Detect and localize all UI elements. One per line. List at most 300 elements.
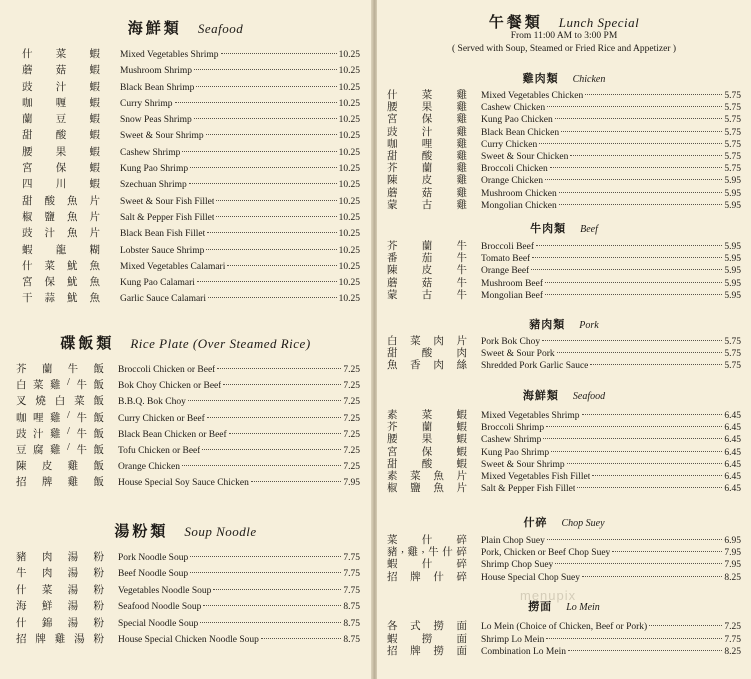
menu-item-name-zh: 豉 汁 雞 (387, 126, 467, 138)
menu-item-name-en: Curry Chicken or Beef (118, 413, 205, 424)
menu-item-name-en: Orange Chicken (481, 176, 543, 187)
menu-item-name-en: Mushroom Chicken (481, 188, 557, 199)
menu-item-name-zh: 蝦 什 碎 (387, 559, 467, 571)
menu-item-name-zh: 甜 酸 蝦 (22, 130, 100, 142)
menu-item-name-zh: 腰 果 蝦 (22, 146, 100, 158)
dot-leader (206, 249, 336, 250)
menu-item (387, 643, 741, 656)
menu-item-name-zh: 豬 肉 湯 粉 (16, 552, 104, 563)
menu-item-name-zh: 陳 皮 雞 (387, 175, 467, 187)
menu-item-name-zh: 芥 蘭 雞 (387, 163, 467, 175)
menu-item-name-en: Broccoli Chicken or Beef (118, 365, 216, 375)
menu-item-name-zh: 陳 皮 牛 (387, 265, 467, 277)
dot-leader (590, 364, 722, 365)
menu-item-price: 10.25 (338, 278, 360, 289)
menu-item-price: 5.75 (724, 349, 741, 360)
menu-item-name-zh: 番 茄 牛 (387, 253, 467, 265)
dot-leader (227, 265, 336, 266)
soup-noodle-header (0, 520, 371, 541)
pork-list (387, 333, 741, 370)
left-menu-page (0, 0, 372, 679)
menu-item-name-zh: 豉 汁 蝦 (22, 81, 100, 93)
dot-leader (202, 449, 341, 450)
menu-item-name-en: Black Bean Chicken (481, 127, 560, 138)
beef-header (377, 220, 751, 236)
menu-item (387, 197, 741, 209)
menu-item (387, 172, 741, 187)
dot-leader (229, 433, 342, 434)
pork-header (377, 316, 751, 332)
menu-item (387, 148, 741, 160)
menu-item-name-zh: 什 菜 雞 (387, 90, 467, 101)
menu-item (387, 160, 741, 175)
menu-item-price: 10.25 (338, 245, 360, 256)
menu-item-name-en: Black Bean Fish Fillet (120, 229, 206, 240)
menu-item-name-en: Black Bean Shrimp (120, 82, 195, 93)
menu-item (387, 185, 741, 197)
menu-item (387, 544, 741, 559)
menu-item (387, 456, 741, 468)
menu-item-name-zh: 咖 喱 蝦 (22, 97, 100, 109)
dot-leader (545, 179, 722, 180)
menu-item-price: 5.75 (724, 91, 741, 101)
menu-item (16, 582, 360, 598)
menu-item-price: 10.25 (338, 212, 360, 223)
lunch-special-title-zh: 午餐類 (488, 15, 543, 31)
menu-item-name-en: Mixed Vegetables Shrimp (481, 411, 580, 421)
seafood-lunch-header (377, 387, 751, 403)
menu-item-price: 7.95 (724, 548, 741, 559)
menu-item-price: 7.25 (724, 622, 741, 632)
menu-item-name-zh: 椒 鹽 魚 片 (22, 211, 100, 223)
dot-leader (207, 232, 336, 233)
menu-item-name-en: Tofu Chicken or Beef (118, 445, 201, 456)
menu-item-name-en: Mixed Vegetables Fish Fillet (481, 471, 591, 482)
menu-item-price: 8.25 (724, 647, 741, 658)
menu-item (22, 62, 360, 78)
menu-item-price: 6.95 (724, 536, 741, 546)
dot-leader (194, 69, 337, 70)
menu-item-name-en: Salt & Pepper Fish Fillet (481, 484, 576, 495)
menu-item-price: 6.45 (724, 471, 741, 482)
soup-noodle-title-zh: 湯粉類 (114, 524, 169, 540)
menu-item-price: 5.75 (724, 139, 741, 150)
rice-plate-title-en: Rice Plate (Over Steamed Rice) (130, 336, 311, 351)
menu-item-price: 5.75 (724, 361, 741, 372)
menu-item-price: 8.25 (724, 572, 741, 583)
menu-item-name-zh: 咖 哩 雞 (387, 138, 467, 150)
menu-item-name-zh: 什 菜 湯 粉 (16, 584, 104, 596)
dot-leader (582, 576, 722, 577)
menu-item-name-en: Orange Beef (481, 266, 530, 277)
menu-item-price: 6.45 (724, 423, 741, 434)
menu-item-price: 5.95 (724, 176, 741, 187)
menu-item-name-en: Sweet & Sour Pork (481, 349, 555, 360)
menu-item-name-en: Cashew Shrimp (120, 147, 181, 158)
menu-item-price: 5.95 (724, 266, 741, 277)
menu-item-price: 7.25 (343, 365, 360, 375)
chicken-header (377, 70, 751, 86)
menu-item (387, 431, 741, 446)
menu-item-name-zh: 椒 鹽 魚 片 (387, 483, 467, 495)
menu-item (16, 393, 360, 409)
dot-leader (197, 281, 337, 282)
menu-item-name-zh: 甜 酸 魚 片 (22, 195, 100, 207)
menu-item-price: 5.75 (724, 103, 741, 114)
dot-leader (216, 200, 336, 201)
menu-item-price: 10.25 (338, 294, 360, 305)
rice-plate-title-zh: 碟飯類 (60, 336, 115, 352)
menu-item (16, 598, 360, 614)
menu-item (16, 549, 360, 565)
menu-item-name-zh: 豬 , 雞 , 牛 什 碎 (387, 544, 467, 559)
watermark: menupix (520, 588, 577, 603)
menu-item (16, 442, 360, 458)
menu-item-price: 7.75 (343, 585, 360, 596)
menu-item (387, 333, 741, 345)
menu-item-price: 5.95 (724, 254, 741, 265)
menu-item (387, 532, 741, 544)
menu-item-name-en: Sweet & Sour Shrimp (120, 131, 204, 142)
menu-item-price: 7.25 (343, 381, 360, 392)
menu-item-name-en: Kung Pao Shrimp (481, 447, 550, 458)
lunch-note: ( Served with Soup, Steamed or Fried Rice and Appetizer ) (452, 44, 676, 54)
menu-item-name-zh: 招 牌 撈 面 (387, 646, 467, 658)
menu-item (387, 480, 741, 495)
menu-item (16, 377, 360, 393)
menu-item (387, 569, 741, 581)
menu-item-name-en: Bok Choy Chicken or Beef (118, 381, 222, 392)
menu-item-name-zh: 什 錦 湯 粉 (16, 617, 104, 629)
menu-item-name-en: House Special Chop Suey (481, 572, 580, 583)
chicken-list (387, 87, 741, 209)
dot-leader (208, 297, 337, 298)
menu-item-price: 7.25 (343, 445, 360, 456)
menu-item-name-zh: 蘭 豆 蝦 (22, 114, 100, 126)
menu-item (387, 444, 741, 456)
menu-item-name-en: Garlic Sauce Calamari (120, 294, 206, 305)
dot-leader (194, 118, 337, 119)
menu-item-name-zh: 豆 腐 雞 / 牛 飯 (16, 441, 104, 456)
menu-item-name-en: Mixed Vegetables Shrimp (120, 50, 219, 60)
menu-item-price: 6.45 (724, 411, 741, 421)
chicken-title-zh: 雞肉類 (522, 73, 559, 85)
menu-item-name-zh: 蘑 菇 牛 (387, 277, 467, 289)
menu-item-name-en: Shredded Pork Garlic Sauce (481, 361, 589, 372)
menu-item (16, 426, 360, 442)
seafood-header (0, 17, 371, 38)
menu-item (387, 136, 741, 148)
dot-leader (217, 368, 341, 369)
menu-item-name-zh: 素 菜 魚 片 (387, 470, 467, 482)
menu-item-name-en: Broccoli Beef (481, 242, 535, 252)
menu-item-name-zh: 四 川 蝦 (22, 179, 100, 191)
menu-item-price: 5.75 (724, 115, 741, 126)
menu-item-name-zh: 干 蒜 魷 魚 (22, 293, 100, 305)
chop-suey-list (387, 532, 741, 581)
seafood-title-zh: 海鮮類 (127, 21, 182, 37)
menu-item (16, 410, 360, 426)
beef-title-en: Beef (580, 224, 598, 235)
dot-leader (546, 426, 722, 427)
menu-item-name-en: B.B.Q. Bok Choy (118, 397, 186, 408)
menu-item (22, 95, 360, 111)
lunch-special-header (377, 11, 751, 32)
dot-leader (221, 53, 337, 54)
menu-item (387, 556, 741, 571)
dot-leader (223, 384, 341, 385)
menu-item-price: 5.95 (724, 242, 741, 252)
menu-item-name-zh: 宮 保 蝦 (387, 446, 467, 458)
menu-item-name-en: Mushroom Beef (481, 278, 544, 289)
menu-item (387, 345, 741, 360)
menu-item-price: 10.25 (338, 180, 360, 191)
menu-item-name-en: Tomato Beef (481, 254, 531, 265)
dot-leader (559, 204, 723, 205)
menu-item-name-zh: 宮 保 蝦 (22, 163, 100, 175)
seafood-lunch-list (387, 407, 741, 495)
menu-item-price: 10.25 (338, 82, 360, 93)
menu-item-name-zh: 招 牌 雞 飯 (16, 477, 104, 489)
menu-item-price: 10.25 (338, 261, 360, 272)
lo-mein-list (387, 618, 741, 656)
menu-item-price: 10.25 (338, 196, 360, 207)
seafood-title-en: Seafood (197, 21, 244, 36)
menu-item-name-en: Plain Chop Suey (481, 536, 545, 546)
menu-item (22, 242, 360, 258)
menu-item-name-zh: 素 菜 蝦 (387, 410, 467, 421)
menu-item (22, 290, 360, 306)
menu-item-name-en: Sweet & Sour Chicken (481, 151, 569, 162)
menu-item-price: 6.45 (724, 484, 741, 495)
menu-item (22, 225, 360, 241)
menu-item-price: 7.25 (343, 429, 360, 440)
lo-mein-title-en: Lo Mein (566, 602, 600, 613)
menu-item-price: 5.95 (724, 200, 741, 211)
dot-leader (542, 340, 722, 341)
menu-item (387, 238, 741, 250)
menu-item-name-zh: 甜 酸 肉 (387, 348, 467, 360)
menu-item-name-en: Cashew Chicken (481, 103, 546, 114)
menu-item-price: 5.75 (724, 337, 741, 347)
menu-item-price: 5.75 (724, 151, 741, 162)
menu-item-name-en: Mushroom Shrimp (120, 66, 193, 77)
dot-leader (592, 475, 722, 476)
menu-item-price: 7.25 (343, 462, 360, 473)
menu-item-name-zh: 各 式 撈 面 (387, 621, 467, 632)
menu-item-name-en: Pork Noodle Soup (118, 553, 189, 563)
menu-item-name-zh: 芥 蘭 牛 飯 (16, 364, 104, 375)
menu-item-price: 5.75 (724, 164, 741, 175)
menu-item (22, 209, 360, 225)
menu-item-price: 5.75 (724, 127, 741, 138)
menu-item (387, 468, 741, 480)
dot-leader (559, 192, 723, 193)
menu-item-price: 5.95 (724, 278, 741, 289)
menu-item (387, 262, 741, 277)
menu-item (387, 287, 741, 299)
menu-item-name-en: Combination Lo Mein (481, 647, 566, 658)
menu-item (387, 87, 741, 99)
menu-item-name-en: Mongolian Chicken (481, 200, 557, 211)
menu-item-price: 10.25 (338, 115, 360, 126)
menu-item-price: 6.45 (724, 459, 741, 470)
pork-title-zh: 豬肉類 (529, 319, 566, 331)
menu-item (16, 631, 360, 647)
dot-leader (545, 294, 722, 295)
menu-item (16, 361, 360, 377)
dot-leader (550, 167, 723, 168)
soup-noodle-list (16, 549, 360, 647)
menu-item-price: 7.95 (343, 478, 360, 489)
menu-item-name-zh: 芥 蘭 蝦 (387, 422, 467, 434)
menu-item-name-zh: 叉 燒 白 菜 飯 (16, 396, 104, 408)
dot-leader (545, 282, 722, 283)
lo-mein-title-zh: 撈面 (528, 601, 553, 613)
dot-leader (175, 102, 337, 103)
menu-item-name-en: Orange Chicken (118, 462, 180, 473)
menu-item-name-en: Cashew Shrimp (481, 435, 542, 446)
menu-item (22, 144, 360, 160)
dot-leader (543, 438, 722, 439)
menu-item (22, 258, 360, 274)
menu-item-name-zh: 海 鮮 湯 粉 (16, 601, 104, 613)
dot-leader (196, 86, 336, 87)
menu-item (387, 631, 741, 644)
menu-item-name-zh: 蝦 龍 糊 (22, 244, 100, 256)
menu-item-name-en: Pork, Chicken or Beef Chop Suey (481, 548, 611, 559)
beef-list (387, 238, 741, 299)
dot-leader (189, 183, 337, 184)
menu-item-name-zh: 蒙 古 雞 (387, 199, 467, 211)
menu-item-name-zh: 白 菜 雞 / 牛 飯 (16, 377, 104, 392)
menu-item-name-en: Curry Chicken (481, 139, 538, 150)
menu-item-name-zh: 豉 汁 魚 片 (22, 228, 100, 240)
dot-leader (261, 638, 341, 639)
menu-item-name-zh: 蘑 菇 雞 (387, 187, 467, 199)
menu-item-name-en: Curry Shrimp (120, 98, 173, 109)
menu-item-name-zh: 白 菜 肉 片 (387, 336, 467, 347)
rice-plate-header (0, 332, 371, 353)
dot-leader (536, 245, 722, 246)
menu-item-price: 5.95 (724, 188, 741, 199)
menu-item-price: 10.25 (338, 50, 360, 60)
dot-leader (547, 539, 723, 540)
chicken-title-en: Chicken (572, 74, 606, 85)
dot-leader (190, 556, 341, 557)
menu-item (16, 565, 360, 581)
menu-item-price: 10.25 (338, 131, 360, 142)
menu-item-name-en: Broccoli Shrimp (481, 423, 545, 434)
dot-leader (190, 572, 341, 573)
menu-item (387, 124, 741, 136)
menu-item-price: 10.25 (338, 229, 360, 240)
menu-item-name-en: Szechuan Shrimp (120, 180, 187, 191)
seafood-lunch-title-zh: 海鮮類 (522, 390, 559, 402)
dot-leader (568, 650, 722, 651)
menu-item-name-zh: 腰 果 雞 (387, 102, 467, 114)
soup-noodle-title-en: Soup Noodle (184, 524, 257, 539)
dot-leader (577, 487, 722, 488)
menu-item-name-zh: 招 牌 雞 湯 粉 (16, 633, 104, 645)
menu-item-name-zh: 牛 肉 湯 粉 (16, 568, 104, 580)
menu-item-price: 8.75 (343, 618, 360, 629)
menu-item-name-en: Vegetables Noodle Soup (118, 585, 212, 596)
dot-leader (547, 106, 722, 107)
menu-item-name-zh: 甜 酸 雞 (387, 150, 467, 162)
dot-leader (567, 463, 723, 464)
chop-suey-title-en: Chop Suey (561, 518, 605, 529)
dot-leader (216, 216, 336, 217)
menu-item-name-en: Lobster Sauce Shrimp (120, 245, 205, 256)
dot-leader (532, 257, 722, 258)
lunch-special-title-en: Lunch Special (558, 15, 640, 30)
menu-item-name-zh: 豉 汁 雞 / 牛 飯 (16, 425, 104, 440)
menu-item (387, 99, 741, 114)
menu-item (22, 160, 360, 176)
menu-item-name-en: Beef Noodle Soup (118, 569, 189, 580)
dot-leader (557, 352, 723, 353)
menu-item-name-zh: 甜 酸 蝦 (387, 458, 467, 470)
menu-item-name-zh: 陳 皮 雞 飯 (16, 461, 104, 473)
menu-item-name-en: Snow Peas Shrimp (120, 115, 192, 126)
menu-item-name-zh: 蝦 撈 面 (387, 633, 467, 645)
dot-leader (531, 269, 722, 270)
menu-item-price: 10.25 (338, 98, 360, 109)
menu-item-price: 8.75 (343, 634, 360, 645)
menu-item-price: 5.95 (724, 290, 741, 301)
dot-leader (546, 638, 722, 639)
menu-item-name-en: Broccoli Chicken (481, 164, 548, 175)
menu-item-price: 7.75 (724, 634, 741, 645)
menu-item-name-en: Mixed Vegetables Calamari (120, 261, 226, 272)
menu-item-price: 6.45 (724, 447, 741, 458)
dot-leader (582, 414, 723, 415)
dot-leader (251, 481, 342, 482)
dot-leader (551, 451, 722, 452)
dot-leader (555, 118, 723, 119)
dot-leader (561, 131, 722, 132)
menu-item-name-zh: 腰 果 蝦 (387, 434, 467, 446)
menu-item (22, 274, 360, 290)
menu-item (22, 127, 360, 143)
menu-item (387, 357, 741, 372)
menu-item-name-en: Sweet & Sour Shrimp (481, 459, 565, 470)
dot-leader (555, 563, 722, 564)
dot-leader (649, 625, 722, 626)
menu-item (387, 250, 741, 265)
menu-item-price: 8.75 (343, 602, 360, 613)
menu-item-name-en: Lo Mein (Choice of Chicken, Beef or Pork) (481, 622, 648, 632)
dot-leader (200, 622, 341, 623)
seafood-list (22, 46, 360, 307)
beef-title-zh: 牛肉類 (530, 223, 567, 235)
menu-item-name-zh: 菜 什 碎 (387, 535, 467, 546)
menu-item-name-en: Black Bean Chicken or Beef (118, 429, 227, 440)
menu-item-name-zh: 蒙 古 牛 (387, 289, 467, 301)
dot-leader (182, 151, 336, 152)
menu-item-name-zh: 招 牌 什 碎 (387, 571, 467, 583)
menu-item-price: 6.45 (724, 435, 741, 446)
dot-leader (188, 400, 342, 401)
dot-leader (213, 589, 341, 590)
menu-item-price: 7.25 (343, 397, 360, 408)
dot-leader (612, 551, 722, 552)
menu-item (16, 615, 360, 631)
menu-item-name-en: Shrimp Chop Suey (481, 560, 554, 571)
right-menu-page (377, 0, 751, 679)
dot-leader (190, 167, 337, 168)
